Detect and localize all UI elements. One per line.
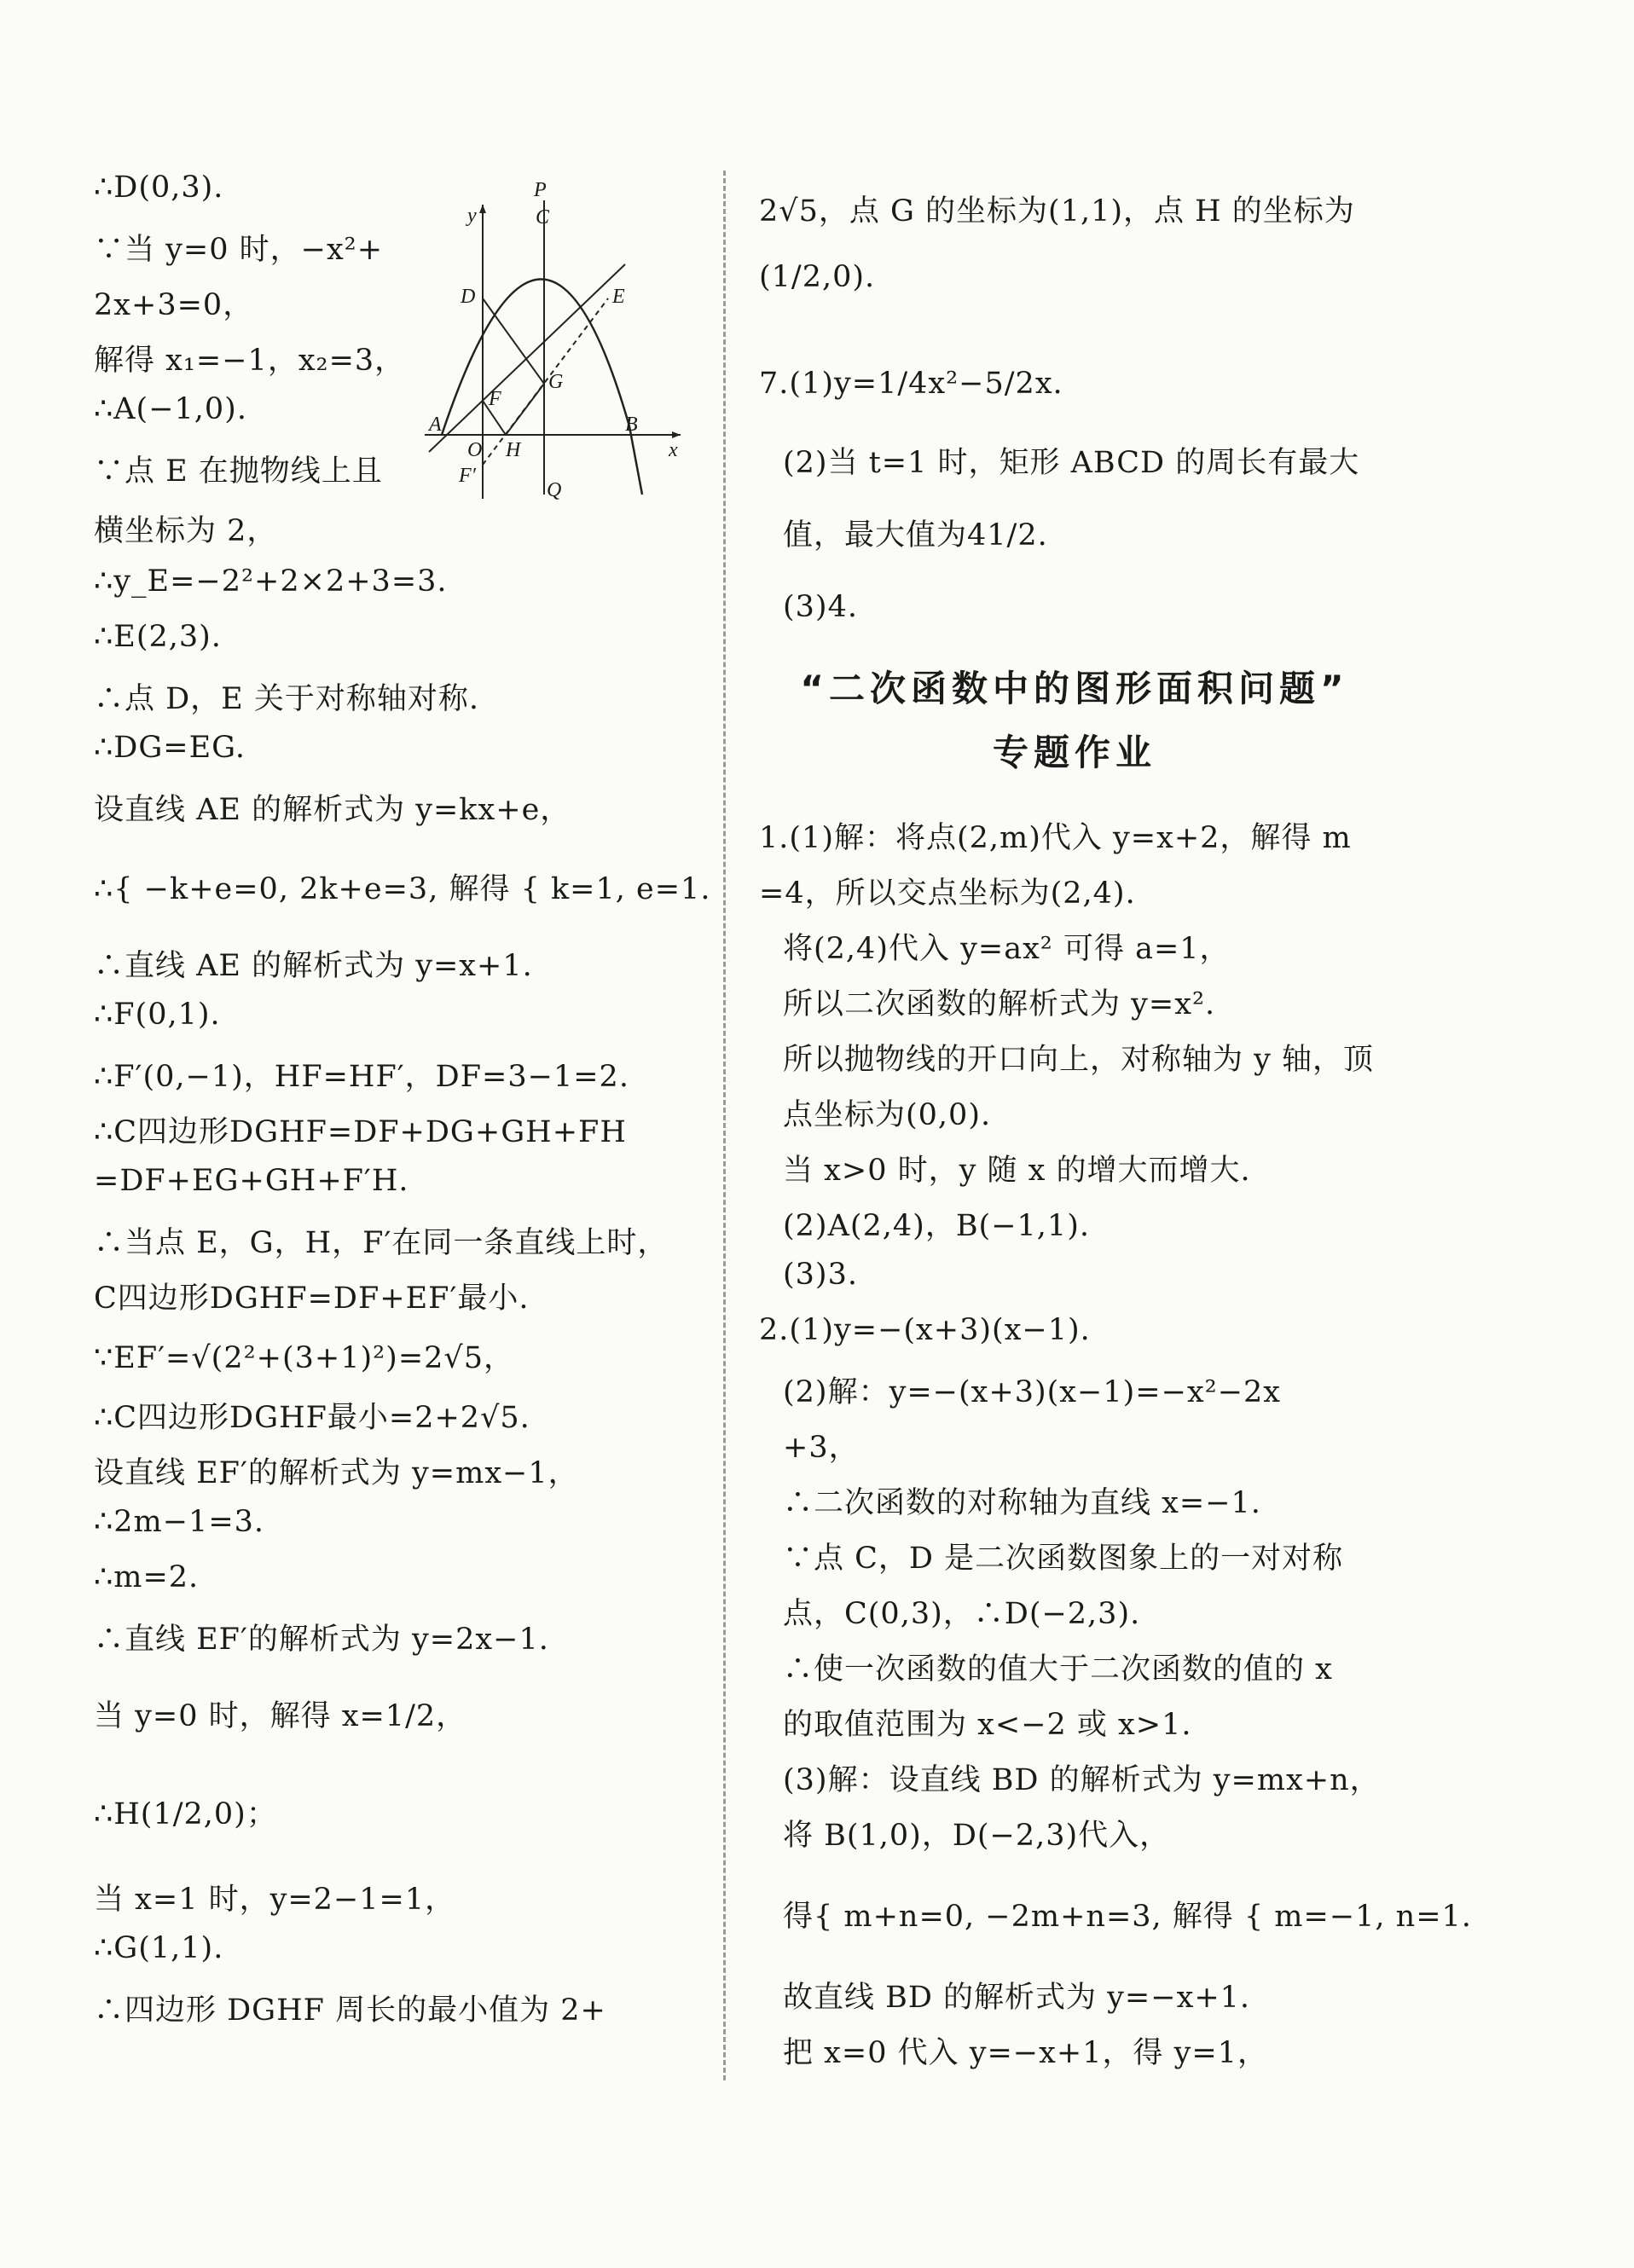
text-line: 当 y=0 时，解得 x=1/2， [94,1699,467,1733]
text-line: 横坐标为 2， [94,514,278,548]
label-h: H [506,439,521,461]
text-line: =DF+EG+GH+F′H. [94,1164,409,1198]
text-line: 值，最大值为41/2. [783,518,1048,553]
text-line: 7.(1)y=1/4x²−5/2x. [759,367,1063,401]
text-line: 点坐标为(0,0). [783,1098,992,1132]
text-line: 设直线 EF′的解析式为 y=mx−1， [94,1456,579,1490]
text-line: (3)解：设直线 BD 的解析式为 y=mx+n， [783,1763,1381,1797]
text-line: ∴C四边形DGHF=DF+DG+GH+FH [94,1115,627,1149]
label-q: Q [547,479,562,501]
label-o: O [467,439,483,461]
text-line: ∴F(0,1). [94,998,221,1032]
text-line: ∴直线 EF′的解析式为 y=2x−1. [94,1623,549,1657]
text-line: ∴C四边形DGHF最小=2+2√5. [94,1401,530,1435]
label-a: A [429,414,442,436]
text-line: (3)4. [783,590,858,624]
section-subtitle: 专题作业 [992,732,1156,773]
text-line: 解得 x₁=−1，x₂=3， [94,344,406,378]
text-line: 的取值范围为 x<−2 或 x>1. [783,1708,1192,1742]
label-p: P [534,179,547,201]
label-g: G [548,371,564,393]
text-line: ∴H(1/2,0)； [94,1797,277,1831]
text-line: ∵EF′=√(2²+(3+1)²)=2√5， [94,1341,514,1375]
text-line: ∴A(−1,0). [94,392,247,426]
text-line: 所以二次函数的解析式为 y=x². [783,987,1216,1021]
line-ae [429,264,625,452]
text-line: (2)当 t=1 时，矩形 ABCD 的周长有最大 [783,446,1360,480]
text-line: 2.(1)y=−(x+3)(x−1). [759,1313,1091,1347]
label-f: F [489,388,501,410]
text-line: 1.(1)解：将点(2,m)代入 y=x+2，解得 m [759,821,1352,855]
text-line: 故直线 BD 的解析式为 y=−x+1. [783,1981,1251,2015]
text-line: (2)解：y=−(x+3)(x−1)=−x²−2x [783,1375,1282,1409]
text-line: ∴二次函数的对称轴为直线 x=−1. [783,1486,1261,1520]
text-line: ∴F′(0,−1)，HF=HF′，DF=3−1=2. [94,1060,629,1094]
equation-system: 得{ m+n=0, −2m+n=3, 解得 { m=−1, n=1. [783,1900,1472,1934]
text-line: ∵点 E 在抛物线上且 [94,454,383,489]
label-y: y [467,205,477,227]
text-line: C四边形DGHF=DF+EF′最小. [94,1282,530,1316]
text-line: ∴y_E=−2²+2×2+3=3. [94,564,448,599]
text-line: 点，C(0,3)，∴D(−2,3). [783,1597,1141,1631]
text-line: =4，所以交点坐标为(2,4). [759,877,1136,911]
section-title: “二次函数中的图形面积问题” [800,668,1349,709]
text-line: ∴2m−1=3. [94,1505,265,1539]
text-line: 将(2,4)代入 y=ax² 可得 a=1， [783,932,1231,966]
text-line: 当 x>0 时，y 随 x 的增大而增大. [783,1154,1251,1188]
label-e: E [612,286,625,308]
column-divider [723,171,726,2080]
text-line: ∴m=2. [94,1560,200,1594]
text-line: ∵点 C，D 是二次函数图象上的一对对称 [783,1542,1344,1576]
text-line: 设直线 AE 的解析式为 y=kx+e， [94,793,571,827]
text-line: +3， [783,1431,860,1465]
text-line: ∴使一次函数的值大于二次函数的值的 x [783,1652,1333,1687]
text-line: 2√5，点 G 的坐标为(1,1)，点 H 的坐标为 [759,194,1355,229]
text-line: ∴四边形 DGHF 周长的最小值为 2+ [94,1993,606,2028]
text-line: 2x+3=0， [94,288,254,322]
text-line: (2)A(2,4)，B(−1,1). [783,1209,1090,1243]
text-line: (3)3. [783,1258,858,1292]
text-line: ∴DG=EG. [94,731,246,765]
text-line: 当 x=1 时，y=2−1=1， [94,1883,456,1917]
x-axis-arrow [672,431,681,438]
text-line: ∴直线 AE 的解析式为 y=x+1. [94,949,533,983]
text-line: 所以抛物线的开口向上，对称轴为 y 轴，顶 [783,1043,1375,1077]
text-line: 把 x=0 代入 y=−x+1，得 y=1， [783,2036,1268,2070]
parabola-figure [425,179,689,503]
label-x: x [669,439,678,461]
label-d: D [461,286,476,308]
text-line: ∴点 D，E 关于对称轴对称. [94,682,479,716]
text-line: ∴E(2,3). [94,620,222,654]
text-line: ∴G(1,1). [94,1931,224,1965]
text-line: ∴D(0,3). [94,171,224,205]
label-b: B [625,414,638,436]
text-line: (1/2,0). [759,260,876,294]
label-f-prime: F′ [459,465,476,487]
label-c: C [536,206,550,229]
equation-system: ∴{ −k+e=0, 2k+e=3, 解得 { k=1, e=1. [94,872,711,906]
text-line: 将 B(1,0)，D(−2,3)代入， [783,1819,1171,1853]
text-line: ∴当点 E，G，H，F′在同一条直线上时， [94,1226,669,1260]
y-axis-arrow [479,205,486,213]
text-line: ∵当 y=0 时，−x²+ [94,233,384,267]
